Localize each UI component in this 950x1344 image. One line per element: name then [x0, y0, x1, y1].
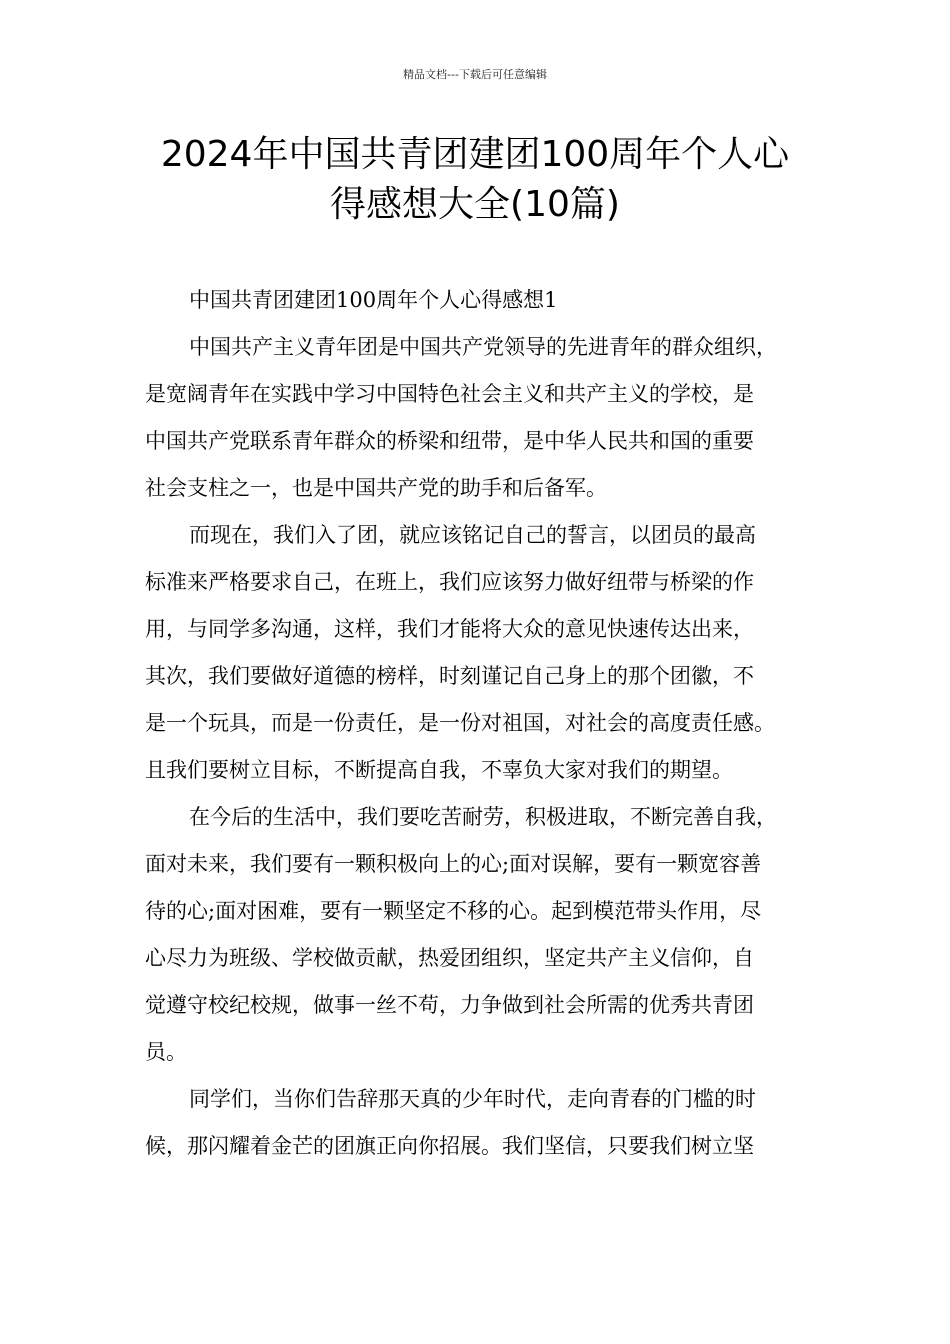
paragraph-line: 是宽阔青年在实践中学习中国特色社会主义和共产主义的学校，是	[145, 382, 754, 406]
paragraph-line: 中国共青团建团100周年个人心得感想1	[189, 288, 558, 312]
paragraph-line: 在今后的生活中，我们要吃苦耐劳，积极进取，不断完善自我，	[189, 805, 777, 829]
paragraph	[145, 1083, 825, 1177]
paragraph-line: 用，与同学多沟通，这样，我们才能将大众的意见快速传达出来，	[145, 617, 754, 641]
paragraph-line: 待的心;面对困难，要有一颗坚定不移的心。起到模范带头作用，尽	[145, 899, 762, 923]
paragraph-line: 标准来严格要求自己，在班上，我们应该努力做好纽带与桥梁的作	[145, 570, 754, 594]
paragraph	[145, 519, 825, 801]
paragraph-line: 心尽力为班级、学校做贡献，热爱团组织，坚定共产主义信仰，自	[145, 946, 754, 970]
paragraph-line: 候，那闪耀着金芒的团旗正向你招展。我们坚信，只要我们树立坚	[145, 1134, 754, 1158]
title-line-2: 得感想大全(10篇)	[330, 184, 620, 225]
paragraph-line: 面对未来，我们要有一颗积极向上的心;面对误解，要有一颗宽容善	[145, 852, 762, 876]
paragraph-line: 同学们，当你们告辞那天真的少年时代，走向青春的门槛的时	[189, 1087, 756, 1111]
paragraph-line: 中国共产主义青年团是中国共产党领导的先进青年的群众组织，	[189, 335, 777, 359]
paragraph-line: 且我们要树立目标，不断提高自我，不辜负大家对我们的期望。	[145, 758, 733, 782]
paragraph-line: 员。	[145, 1040, 187, 1064]
paragraph-line: 社会支柱之一，也是中国共产党的助手和后备军。	[145, 476, 607, 500]
paragraph-line: 其次，我们要做好道德的榜样，时刻谨记自己身上的那个团徽，不	[145, 664, 754, 688]
paragraph-line: 而现在，我们入了团，就应该铭记自己的誓言，以团员的最高	[189, 523, 756, 547]
paragraph	[145, 331, 825, 519]
header-note: 精品文档---下载后可任意编辑	[403, 68, 547, 81]
section-heading	[145, 284, 825, 331]
document-title	[100, 130, 850, 230]
paragraph-line: 中国共产党联系青年群众的桥梁和纽带，是中华人民共和国的重要	[145, 429, 754, 453]
document-body	[145, 284, 825, 1177]
paragraph-line: 是一个玩具，而是一份责任，是一份对祖国，对社会的高度责任感。	[145, 711, 775, 735]
title-line-1: 2024年中国共青团建团100周年个人心	[160, 134, 790, 175]
paragraph-line: 觉遵守校纪校规，做事一丝不苟，力争做到社会所需的优秀共青团	[145, 993, 754, 1017]
paragraph	[145, 801, 825, 1083]
